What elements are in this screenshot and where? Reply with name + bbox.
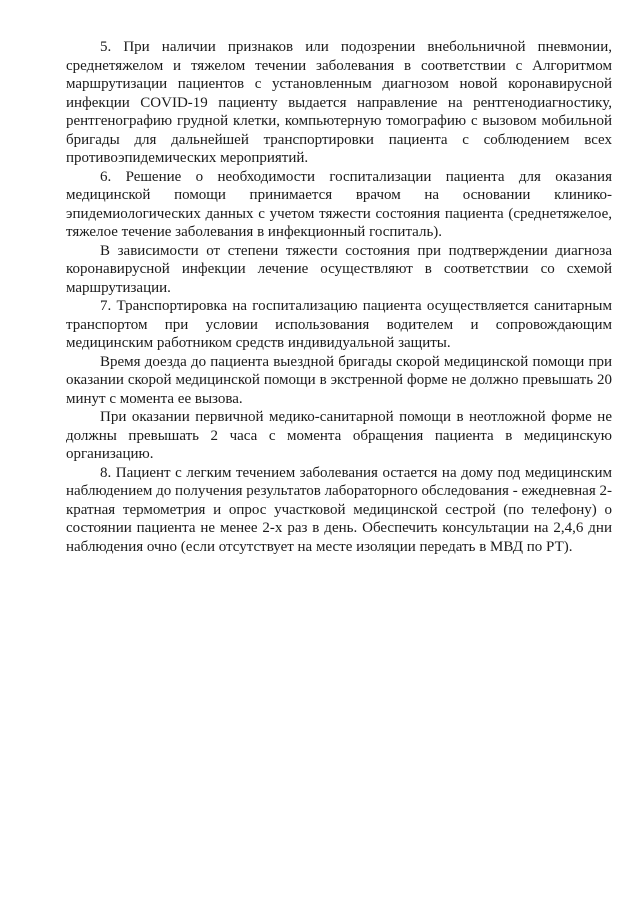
paragraph-item-7: 7. Транспортировка на госпитализацию пациента осуществляется санитарным транспортом при условии использования водителем и сопровождающим медицинским работником средств индивидуальной защиты.	[66, 298, 612, 351]
paragraph-item-5: 5. При наличии признаков или подозрении внебольничной пневмонии, среднетяжелом и тяжелом течении заболевания в соответствии с Алгоритмом маршрутизации пациентов с установленным диагнозом новой коронавирусной инфекции COVID-19 пациенту выдается направление на рентгенодиагностику, рентгенографию грудной клетки, компьютерную томографию с вызовом мобильной бригады для дальнейшей транспортировки пациента с соблюдением всех противоэпидемических мероприятий.	[66, 39, 612, 166]
paragraph-ambulance-time: Время доезда до пациента выездной бригады скорой медицинской помощи при оказании скорой медицинской помощи в экстренной форме не должно превышать 20 минут с момента ее вызова.	[66, 353, 612, 407]
document-body	[66, 38, 612, 556]
paragraph-severity-treatment: В зависимости от степени тяжести состояния при подтверждении диагноза коронавирусной инфекции лечение осуществляют в соответствии со схемой маршрутизации.	[66, 242, 612, 296]
paragraph-primary-care-time: При оказании первичной медико-санитарной помощи в неотложной форме не должны превышать 2 часа с момента обращения пациента в медицинскую организацию.	[66, 409, 612, 462]
paragraph-item-6: 6. Решение о необходимости госпитализации пациента для оказания медицинской помощи принимается врачом на основании клинико-эпидемиологических данных с учетом тяжести состояния пациента (среднетяжелое, тяжелое течение заболевания в инфекционный госпиталь).	[66, 168, 612, 240]
paragraph-item-8: 8. Пациент с легким течением заболевания остается на дому под медицинским наблюдением до получения результатов лабораторного обследования - ежедневная 2-кратная термометрия и опрос участковой медицинской сестрой (по телефону) о состоянии пациента не менее 2-х раз в день. Обеспечить консультации на 2,4,6 дни наблюдения очно (если отсутствует на месте изоляции передать в МВД по РТ).	[66, 464, 612, 555]
